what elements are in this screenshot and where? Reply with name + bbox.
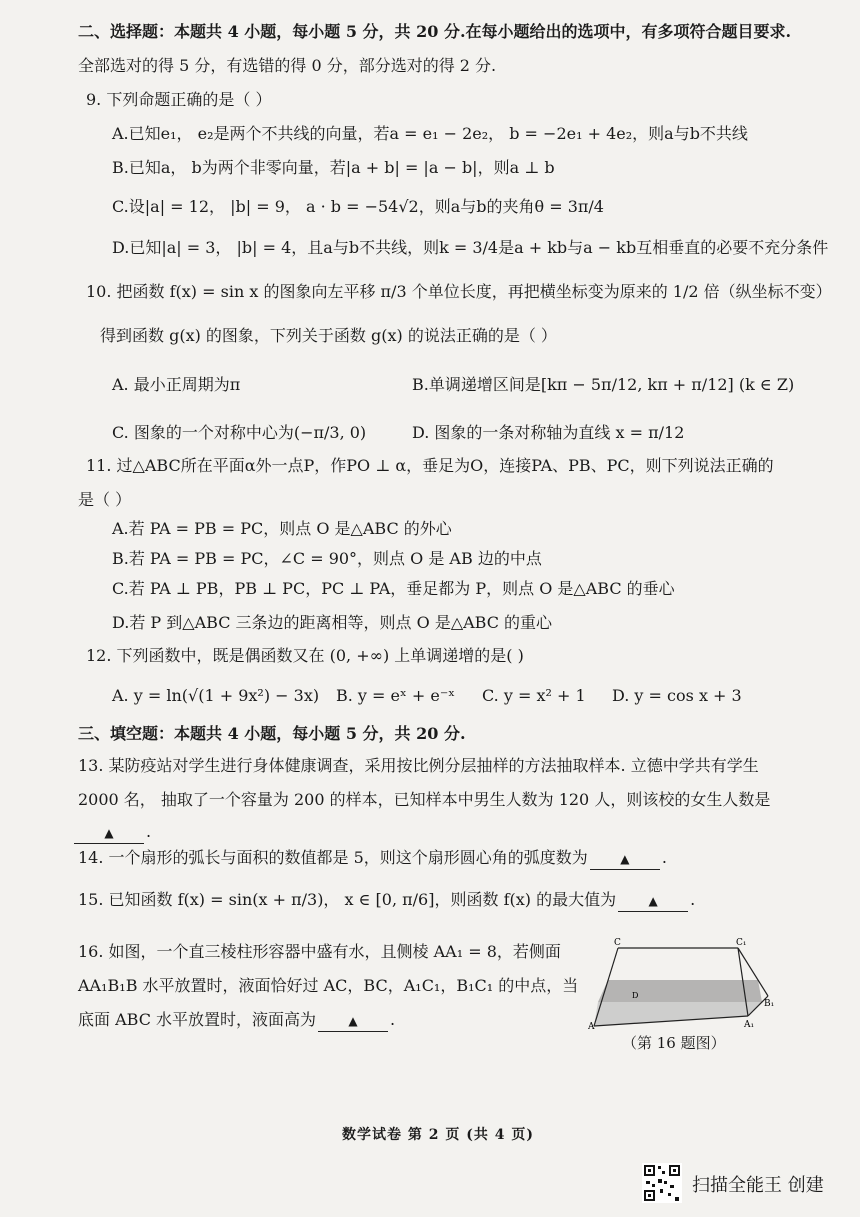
- q10-option-c: C. 图象的一个对称中心为(−π/3, 0): [112, 423, 367, 442]
- q11-option-a: A.若 PA = PB = PC，则点 O 是△ABC 的外心: [112, 519, 452, 538]
- page-footer: 数学试卷 第 2 页 (共 4 页): [342, 1127, 534, 1143]
- q13-line-1: 13. 某防疫站对学生进行身体健康调查，采用按比例分层抽样的方法抽取样本. 立德中学共有学生: [78, 756, 759, 775]
- q12-option-d: D. y = cos x + 3: [612, 686, 742, 705]
- qr-code-icon: [642, 1163, 682, 1203]
- q16-line-3: [78, 1010, 395, 1032]
- triangle-icon: ▲: [648, 894, 658, 908]
- period: .: [390, 1010, 396, 1029]
- q9-option-b: B.已知a， b为两个非零向量，若|a + b| = |a − b|，则a ⊥ b: [112, 158, 555, 177]
- q11-stem-1: 11. 过△ABC所在平面α外一点P，作PO ⊥ α，垂足为O，连接PA、PB、PC，则下列说法正确的: [86, 456, 774, 475]
- q10-stem-2: 得到函数 g(x) 的图象，下列关于函数 g(x) 的说法正确的是（ ）: [100, 326, 557, 345]
- answer-blank: [590, 848, 660, 870]
- section2-subtitle: 全部选对的得 5 分，有选错的得 0 分，部分选对的得 2 分.: [78, 56, 497, 75]
- label-a1: A₁: [744, 1020, 755, 1030]
- triangle-icon: ▲: [348, 1014, 358, 1028]
- q12-option-a: A. y = ln(√(1 + 9x²) − 3x): [112, 686, 320, 705]
- label-d: D: [632, 991, 639, 1000]
- q14-text: 14. 一个扇形的弧长与面积的数值都是 5，则这个扇形圆心角的弧度数为: [78, 848, 588, 867]
- q10-option-b: B.单调递增区间是[kπ − 5π/12, kπ + π/12] (k ∈ Z): [412, 375, 795, 394]
- q13-line-2: 2000 名， 抽取了一个容量为 200 的样本，已知样本中男生人数为 120 人，则该校的女生人数是: [78, 790, 771, 809]
- period: .: [690, 890, 696, 909]
- q12-option-b: B. y = eˣ + e⁻ˣ: [336, 686, 456, 705]
- label-c: C: [614, 938, 621, 948]
- q11-stem-2: 是（ ）: [78, 490, 132, 509]
- scanner-brand: 扫描全能王 创建: [692, 1175, 824, 1196]
- q9-option-c: C.设|a| = 12， |b| = 9， a · b = −54√2，则a与b的夹角θ = 3π/4: [112, 197, 604, 216]
- q12-stem: 12. 下列函数中，既是偶函数又在 (0, +∞) 上单调递增的是( ): [86, 646, 524, 665]
- answer-blank: [74, 822, 144, 844]
- water-surface: [598, 980, 762, 1002]
- label-c1: C₁: [736, 938, 747, 948]
- q11-option-b: B.若 PA = PB = PC，∠C = 90°，则点 O 是 AB 边的中点: [112, 549, 542, 568]
- q14: [78, 848, 667, 870]
- q16-line-2: AA₁B₁B 水平放置时，液面恰好过 AC，BC，A₁C₁，B₁C₁ 的中点，当: [78, 976, 579, 995]
- figure-caption: （第 16 题图）: [622, 1034, 726, 1052]
- label-a: A: [588, 1022, 595, 1030]
- q9-option-d: D.已知|a| = 3， |b| = 4，且a与b不共线，则k = 3/4是a + kb与a − kb互相垂直的必要不充分条件: [112, 238, 829, 257]
- triangle-icon: ▲: [104, 826, 114, 840]
- water-body: [594, 1002, 762, 1026]
- q10-stem-1: 10. 把函数 f(x) = sin x 的图象向左平移 π/3 个单位长度，再把横坐标变为原来的 1/2 倍（纵坐标不变）: [86, 282, 832, 301]
- section3-title: 三、填空题：本题共 4 小题，每小题 5 分，共 20 分.: [78, 724, 466, 743]
- triangle-icon: ▲: [620, 852, 630, 866]
- q11-option-c: C.若 PA ⊥ PB，PB ⊥ PC，PC ⊥ PA，垂足都为 P，则点 O 是△ABC 的垂心: [112, 579, 675, 598]
- q9-stem: 9. 下列命题正确的是（ ）: [86, 90, 272, 109]
- q12-option-c: C. y = x² + 1: [482, 686, 586, 705]
- q11-option-d: D.若 P 到△ABC 三条边的距离相等，则点 O 是△ABC 的重心: [112, 613, 553, 632]
- q15: [78, 890, 695, 912]
- section2-title: 二、选择题：本题共 4 小题，每小题 5 分，共 20 分.在每小题给出的选项中，有多项符合题目要求.: [78, 22, 792, 41]
- q16-text: 底面 ABC 水平放置时，液面高为: [78, 1010, 317, 1029]
- q10-option-a: A. 最小正周期为π: [112, 375, 241, 394]
- answer-blank: [318, 1010, 388, 1032]
- q16-line-1: 16. 如图，一个直三棱柱形容器中盛有水，且侧棱 AA₁ = 8，若侧面: [78, 942, 561, 961]
- period: .: [146, 822, 152, 841]
- q15-text: 15. 已知函数 f(x) = sin(x + π/3)， x ∈ [0, π/6]，则函数 f(x) 的最大值为: [78, 890, 617, 909]
- period: .: [661, 848, 667, 867]
- q13-answer: [72, 822, 151, 844]
- label-b1: B₁: [764, 999, 774, 1009]
- prism-figure: [588, 934, 774, 1030]
- q9-option-a: A.已知e₁， e₂是两个不共线的向量，若a = e₁ − 2e₂， b = −2e₁ + 4e₂，则a与b不共线: [112, 124, 748, 143]
- q10-option-d: D. 图象的一条对称轴为直线 x = π/12: [412, 423, 685, 442]
- answer-blank: [618, 890, 688, 912]
